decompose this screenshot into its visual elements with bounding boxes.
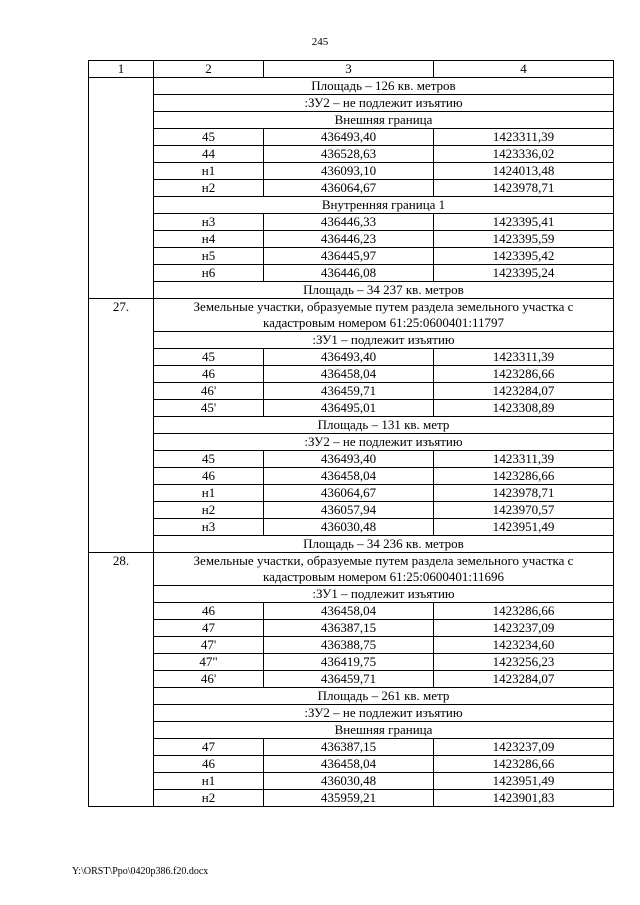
section-label: Земельные участки, образуемые путем раздела земельного участка с кадастровым номером 61:25:0600401:11696 [154,553,614,586]
point-row [89,739,614,756]
point-id: н1 [154,773,264,790]
y-coordinate: 1423978,71 [434,485,614,502]
x-coordinate: 436419,75 [264,654,434,671]
y-coordinate: 1423311,39 [434,349,614,366]
point-id: н2 [154,502,264,519]
x-coordinate: 436093,10 [264,163,434,180]
point-row [89,519,614,536]
point-id: н1 [154,485,264,502]
label-row [89,688,614,705]
label-row [89,78,614,95]
point-row [89,468,614,485]
section-label: Внешняя граница [154,112,614,129]
label-row [89,722,614,739]
point-row [89,214,614,231]
y-coordinate: 1423395,42 [434,248,614,265]
y-coordinate: 1423336,02 [434,146,614,163]
label-row [89,536,614,553]
y-coordinate: 1423978,71 [434,180,614,197]
point-row [89,349,614,366]
x-coordinate: 436493,40 [264,129,434,146]
point-row [89,366,614,383]
y-coordinate: 1423395,24 [434,265,614,282]
y-coordinate: 1423234,60 [434,637,614,654]
x-coordinate: 436030,48 [264,519,434,536]
point-row [89,654,614,671]
header-cell: 1 [89,61,154,78]
section-label: Площадь – 34 237 кв. метров [154,282,614,299]
header-row [89,61,614,78]
point-id: н6 [154,265,264,282]
page-number: 245 [311,36,329,48]
point-id: 46 [154,756,264,773]
label-row [89,112,614,129]
x-coordinate: 435959,21 [264,790,434,807]
point-row [89,248,614,265]
header-cell: 4 [434,61,614,78]
y-coordinate: 1423284,07 [434,671,614,688]
x-coordinate: 436459,71 [264,671,434,688]
point-row [89,383,614,400]
point-row [89,756,614,773]
y-coordinate: 1423395,41 [434,214,614,231]
section-label: Внешняя граница [154,722,614,739]
section-label: Земельные участки, образуемые путем раздела земельного участка с кадастровым номером 61:25:0600401:11797 [154,299,614,332]
section-label: Площадь – 261 кв. метр [154,688,614,705]
y-coordinate: 1424013,48 [434,163,614,180]
label-row [89,95,614,112]
point-id: н5 [154,248,264,265]
section-label: :ЗУ1 – подлежит изъятию [154,332,614,349]
section-label: :ЗУ2 – не подлежит изъятию [154,434,614,451]
y-coordinate: 1423311,39 [434,129,614,146]
point-id: 46 [154,468,264,485]
x-coordinate: 436064,67 [264,180,434,197]
item-number [89,78,154,299]
point-row [89,146,614,163]
point-id: 47 [154,620,264,637]
y-coordinate: 1423970,57 [434,502,614,519]
label-row [89,586,614,603]
file-path-footer: Y:\ORST\Ppo\0420p386.f20.docx [72,866,209,877]
y-coordinate: 1423286,66 [434,468,614,485]
section-label: Площадь – 131 кв. метр [154,417,614,434]
point-row [89,603,614,620]
point-id: 46' [154,383,264,400]
point-id: 45 [154,451,264,468]
point-row [89,485,614,502]
x-coordinate: 436528,63 [264,146,434,163]
point-row [89,163,614,180]
point-row [89,451,614,468]
y-coordinate: 1423286,66 [434,756,614,773]
point-id: 46 [154,603,264,620]
point-id: н4 [154,231,264,248]
point-row [89,180,614,197]
point-row [89,265,614,282]
section-label: :ЗУ1 – подлежит изъятию [154,586,614,603]
y-coordinate: 1423311,39 [434,451,614,468]
point-id: 46 [154,366,264,383]
x-coordinate: 436064,67 [264,485,434,502]
label-row [89,282,614,299]
x-coordinate: 436458,04 [264,603,434,620]
coordinates-table [88,60,614,807]
section-label: Внутренняя граница 1 [154,197,614,214]
x-coordinate: 436057,94 [264,502,434,519]
point-id: 44 [154,146,264,163]
x-coordinate: 436458,04 [264,468,434,485]
item-number: 27. [89,299,154,553]
point-id: н3 [154,214,264,231]
x-coordinate: 436387,15 [264,620,434,637]
y-coordinate: 1423284,07 [434,383,614,400]
point-id: 46' [154,671,264,688]
label-row [89,705,614,722]
point-id: н1 [154,163,264,180]
point-row [89,637,614,654]
y-coordinate: 1423286,66 [434,603,614,620]
x-coordinate: 436458,04 [264,756,434,773]
section-label: :ЗУ2 – не подлежит изъятию [154,95,614,112]
label-row [89,197,614,214]
point-id: 47' [154,637,264,654]
x-coordinate: 436493,40 [264,349,434,366]
point-row [89,773,614,790]
point-row [89,671,614,688]
header-cell: 3 [264,61,434,78]
point-id: 45' [154,400,264,417]
x-coordinate: 436446,33 [264,214,434,231]
point-id: н2 [154,790,264,807]
y-coordinate: 1423237,09 [434,739,614,756]
y-coordinate: 1423951,49 [434,519,614,536]
point-row [89,129,614,146]
section-label: Площадь – 126 кв. метров [154,78,614,95]
header-cell: 2 [154,61,264,78]
x-coordinate: 436493,40 [264,451,434,468]
y-coordinate: 1423308,89 [434,400,614,417]
section-label: :ЗУ2 – не подлежит изъятию [154,705,614,722]
point-id: 47" [154,654,264,671]
y-coordinate: 1423951,49 [434,773,614,790]
x-coordinate: 436445,97 [264,248,434,265]
point-id: 45 [154,129,264,146]
point-row [89,231,614,248]
label-row [89,434,614,451]
y-coordinate: 1423901,83 [434,790,614,807]
point-id: 45 [154,349,264,366]
label-row [89,332,614,349]
x-coordinate: 436030,48 [264,773,434,790]
point-id: 47 [154,739,264,756]
item-number: 28. [89,553,154,807]
x-coordinate: 436387,15 [264,739,434,756]
x-coordinate: 436446,08 [264,265,434,282]
point-row [89,502,614,519]
x-coordinate: 436459,71 [264,383,434,400]
y-coordinate: 1423395,59 [434,231,614,248]
y-coordinate: 1423237,09 [434,620,614,637]
x-coordinate: 436388,75 [264,637,434,654]
label-row [89,417,614,434]
x-coordinate: 436446,23 [264,231,434,248]
point-row [89,620,614,637]
y-coordinate: 1423286,66 [434,366,614,383]
x-coordinate: 436495,01 [264,400,434,417]
section-label: Площадь – 34 236 кв. метров [154,536,614,553]
x-coordinate: 436458,04 [264,366,434,383]
y-coordinate: 1423256,23 [434,654,614,671]
point-id: н2 [154,180,264,197]
point-id: н3 [154,519,264,536]
point-row [89,400,614,417]
point-row [89,790,614,807]
